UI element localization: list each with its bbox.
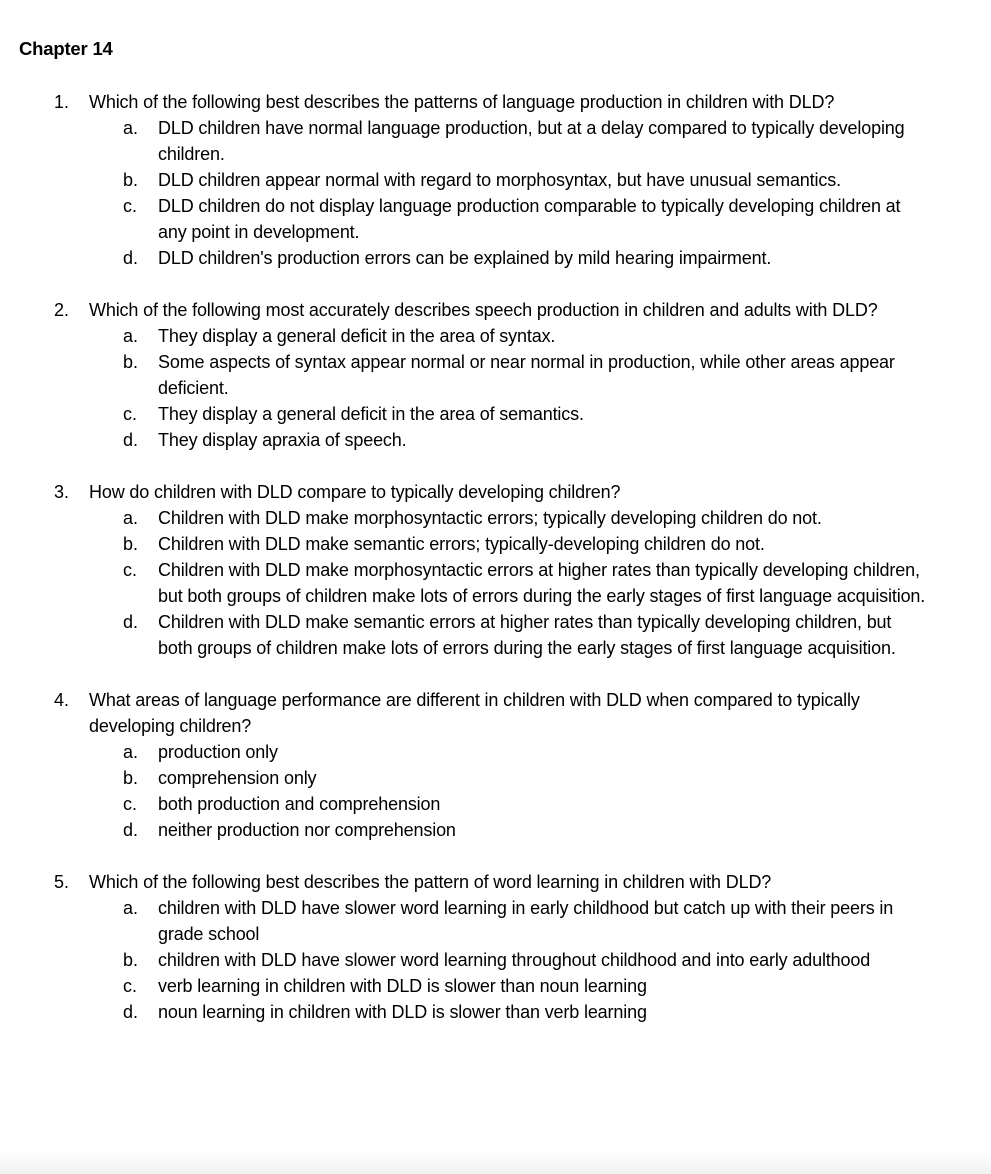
choice-letter: b. [123, 950, 139, 970]
choice-letter: b. [123, 534, 139, 554]
choice-letter: c. [123, 560, 138, 580]
choice-letter: c. [123, 976, 138, 996]
question-number: 3. [54, 482, 70, 502]
choice-letter: d. [123, 248, 139, 268]
choice-text: DLD children's production errors can be explained by mild hearing impairment. [158, 248, 772, 268]
choice-list [0, 505, 991, 661]
question-5 [0, 869, 991, 1025]
choice-text: Children with DLD make semantic errors at higher rates than typically developing children, but both groups of children make lots of errors during the early stages of first language acquisition. [158, 612, 896, 658]
chapter-title: Chapter 14 [19, 38, 113, 59]
choice-list [0, 895, 991, 1025]
choice-c [0, 557, 991, 609]
choice-text: They display apraxia of speech. [158, 430, 407, 450]
choice-d [0, 609, 991, 661]
question-list [0, 89, 991, 1051]
choice-text: They display a general deficit in the area of syntax. [158, 326, 556, 346]
choice-b [0, 167, 991, 193]
choice-list [0, 739, 991, 843]
choice-d [0, 245, 991, 271]
choice-d [0, 817, 991, 843]
question-number: 2. [54, 300, 70, 320]
choice-text: children with DLD have slower word learning throughout childhood and into early adulthood [158, 950, 871, 970]
question-number: 1. [54, 92, 70, 112]
choice-text: They display a general deficit in the area of semantics. [158, 404, 584, 424]
choice-letter: d. [123, 1002, 139, 1022]
choice-letter: a. [123, 508, 139, 528]
choice-c [0, 193, 991, 245]
choice-letter: c. [123, 404, 138, 424]
choice-b [0, 765, 991, 791]
choice-text: comprehension only [158, 768, 317, 788]
choice-text: both production and comprehension [158, 794, 441, 814]
choice-letter: b. [123, 352, 139, 372]
question-number: 5. [54, 872, 70, 892]
choice-list [0, 115, 991, 271]
choice-text: production only [158, 742, 278, 762]
choice-a [0, 895, 991, 947]
choice-letter: c. [123, 794, 138, 814]
choice-b [0, 947, 991, 973]
choice-letter: a. [123, 326, 139, 346]
question-text: Which of the following best describes the patterns of language production in children with DLD? [89, 92, 835, 112]
choice-text: Some aspects of syntax appear normal or near normal in production, while other areas appear deficient. [158, 352, 895, 398]
choice-a [0, 323, 991, 349]
choice-c [0, 791, 991, 817]
question-3 [0, 479, 991, 661]
choice-letter: b. [123, 170, 139, 190]
choice-text: Children with DLD make semantic errors; typically-developing children do not. [158, 534, 765, 554]
choice-text: DLD children appear normal with regard to morphosyntax, but have unusual semantics. [158, 170, 841, 190]
question-text: What areas of language performance are different in children with DLD when compared to typically developing children? [89, 690, 860, 736]
choice-text: DLD children have normal language production, but at a delay compared to typically developing children. [158, 118, 905, 164]
choice-a [0, 115, 991, 167]
choice-letter: a. [123, 898, 139, 918]
question-text: How do children with DLD compare to typically developing children? [89, 482, 621, 502]
choice-text: Children with DLD make morphosyntactic errors at higher rates than typically developing children, but both groups of children make lots of errors during the early stages of first language acquisition. [158, 560, 926, 606]
question-text: Which of the following best describes the pattern of word learning in children with DLD? [89, 872, 772, 892]
question-number: 4. [54, 690, 70, 710]
question-2 [0, 297, 991, 453]
choice-a [0, 505, 991, 531]
choice-text: noun learning in children with DLD is slower than verb learning [158, 1002, 647, 1022]
choice-d [0, 999, 991, 1025]
choice-letter: d. [123, 820, 139, 840]
choice-a [0, 739, 991, 765]
choice-text: Children with DLD make morphosyntactic errors; typically developing children do not. [158, 508, 822, 528]
choice-c [0, 401, 991, 427]
choice-d [0, 427, 991, 453]
choice-text: children with DLD have slower word learning in early childhood but catch up with their peers in grade school [158, 898, 894, 944]
choice-letter: c. [123, 196, 138, 216]
choice-text: verb learning in children with DLD is slower than noun learning [158, 976, 647, 996]
choice-b [0, 349, 991, 401]
question-4 [0, 687, 991, 843]
choice-list [0, 323, 991, 453]
choice-text: DLD children do not display language production comparable to typically developing children at any point in development. [158, 196, 901, 242]
choice-letter: d. [123, 430, 139, 450]
choice-text: neither production nor comprehension [158, 820, 456, 840]
question-1 [0, 89, 991, 271]
question-text: Which of the following most accurately describes speech production in children and adults with DLD? [89, 300, 878, 320]
choice-b [0, 531, 991, 557]
choice-letter: a. [123, 118, 139, 138]
choice-letter: d. [123, 612, 139, 632]
choice-letter: a. [123, 742, 139, 762]
choice-letter: b. [123, 768, 139, 788]
choice-c [0, 973, 991, 999]
